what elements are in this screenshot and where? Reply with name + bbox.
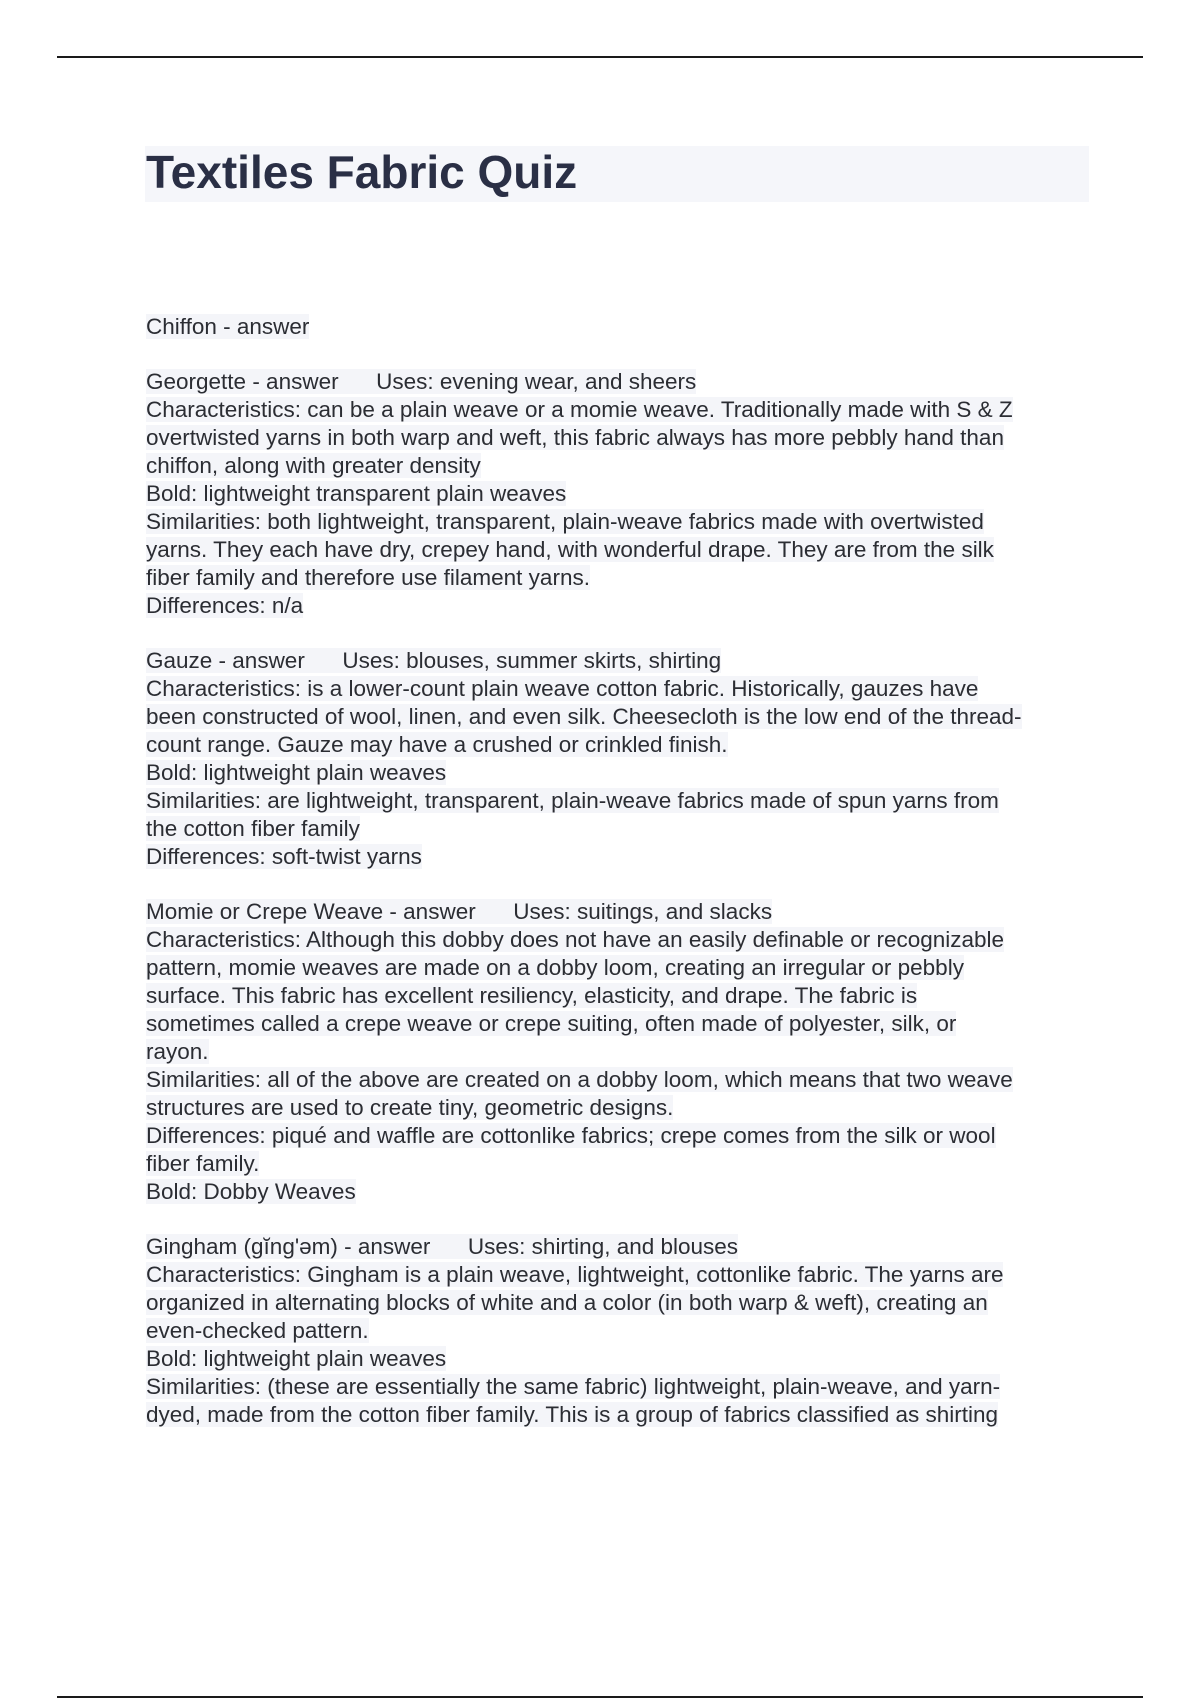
entry-line: yarns. They each have dry, crepey hand, with wonderful drape. They are from the silk <box>146 537 994 562</box>
entry-line: Similarities: both lightweight, transparent, plain-weave fabrics made with overtwisted <box>146 509 984 534</box>
entry-line: dyed, made from the cotton fiber family. This is a group of fabrics classified as shirting <box>146 1402 999 1427</box>
entry-line: Similarities: (these are essentially the same fabric) lightweight, plain-weave, and yarn- <box>146 1374 1001 1399</box>
entry-line: been constructed of wool, linen, and even silk. Cheesecloth is the low end of the thread- <box>146 704 1022 729</box>
entry-momie-crepe-weave <box>146 898 1096 1206</box>
entry-line: Bold: Dobby Weaves <box>146 1179 356 1204</box>
entry-line: fiber family. <box>146 1151 260 1176</box>
entry-chiffon <box>146 313 1096 341</box>
entry-line: Momie or Crepe Weave - answer Uses: suitings, and slacks <box>146 899 773 924</box>
entry-gingham <box>146 1233 1096 1429</box>
entry-line: organized in alternating blocks of white and a color (in both warp & weft), creating an <box>146 1290 988 1315</box>
top-rule <box>57 56 1143 58</box>
entry-line: Differences: piqué and waffle are cottonlike fabrics; crepe comes from the silk or wool <box>146 1123 996 1148</box>
entry-line: Bold: lightweight transparent plain weaves <box>146 481 567 506</box>
page-title: Textiles Fabric Quiz <box>146 146 578 198</box>
entry-line: Similarities: all of the above are created on a dobby loom, which means that two weave <box>146 1067 1013 1092</box>
entry-line: Characteristics: Although this dobby does not have an easily definable or recognizable <box>146 927 1005 952</box>
entry-line: surface. This fabric has excellent resiliency, elasticity, and drape. The fabric is <box>146 983 918 1008</box>
entry-gauze <box>146 647 1096 871</box>
entry-line: sometimes called a crepe weave or crepe suiting, often made of polyester, silk, or <box>146 1011 957 1036</box>
entry-line: rayon. <box>146 1039 209 1064</box>
entry-line: pattern, momie weaves are made on a dobby loom, creating an irregular or pebbly <box>146 955 964 980</box>
entry-line: chiffon, along with greater density <box>146 453 481 478</box>
entry-line: Gingham (gĭng'əm) - answer Uses: shirting, and blouses <box>146 1234 739 1259</box>
entry-line: Similarities: are lightweight, transparent, plain-weave fabrics made of spun yarns from <box>146 788 999 813</box>
document-body <box>146 313 1096 1456</box>
entry-line: Characteristics: is a lower-count plain weave cotton fabric. Historically, gauzes have <box>146 676 979 701</box>
bottom-rule <box>57 1696 1143 1698</box>
entry-line: the cotton fiber family <box>146 816 360 841</box>
entry-line: Characteristics: Gingham is a plain weave, lightweight, cottonlike fabric. The yarns are <box>146 1262 1004 1287</box>
entry-line: Bold: lightweight plain weaves <box>146 1346 447 1371</box>
entry-georgette <box>146 368 1096 620</box>
entry-line: Bold: lightweight plain weaves <box>146 760 447 785</box>
entry-line: Gauze - answer Uses: blouses, summer skirts, shirting <box>146 648 722 673</box>
entry-line: even-checked pattern. <box>146 1318 369 1343</box>
entry-line: count range. Gauze may have a crushed or crinkled finish. <box>146 732 728 757</box>
entry-line: structures are used to create tiny, geometric designs. <box>146 1095 674 1120</box>
entry-line: Differences: soft-twist yarns <box>146 844 422 869</box>
entry-line: Chiffon - answer <box>146 314 310 339</box>
entry-line: Differences: n/a <box>146 593 304 618</box>
entry-line: overtwisted yarns in both warp and weft, this fabric always has more pebbly hand than <box>146 425 1004 450</box>
entry-line: fiber family and therefore use filament yarns. <box>146 565 590 590</box>
entry-line: Characteristics: can be a plain weave or a momie weave. Traditionally made with S & Z <box>146 397 1013 422</box>
entry-line: Georgette - answer Uses: evening wear, and sheers <box>146 369 697 394</box>
